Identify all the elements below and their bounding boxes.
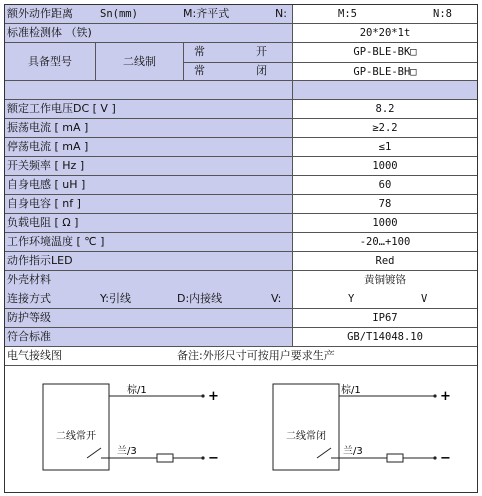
spec-row: [5, 100, 477, 119]
spec-row: [5, 271, 477, 290]
spec-row: [5, 233, 477, 252]
connection-values: [292, 290, 477, 308]
spec-row: [5, 119, 477, 138]
spec-value: 1000: [292, 214, 477, 232]
no-top-wire-label: 棕/1: [127, 385, 147, 396]
sensing-distance-label: 额外动作距离: [7, 7, 73, 20]
protection-label: 防护等级: [7, 311, 51, 324]
internal-wiring-label: D:内接线: [177, 292, 223, 305]
nc-top-wire-label: 棕/1: [341, 385, 361, 396]
spec-label: 自身电感 [ uH ]: [7, 178, 86, 191]
spec-label: 自身电容 [ nf ]: [7, 197, 81, 210]
spec-table: [4, 4, 478, 493]
spec-label: 停荡电流 [ mA ]: [7, 140, 89, 153]
no-minus: −: [208, 451, 219, 466]
wiring-label: 电气接线图: [7, 349, 62, 362]
spec-value: Red: [292, 252, 477, 270]
v-value: V: [421, 293, 428, 305]
m-value: M:5: [338, 8, 357, 20]
spec-label: 额定工作电压DC [ V ]: [7, 102, 116, 115]
spec-label: 动作指示LED: [7, 254, 73, 267]
no-plus: +: [208, 389, 219, 404]
spec-value: ≥2.2: [292, 119, 477, 137]
sensor-box-nc: [273, 384, 339, 470]
row-model: [5, 43, 477, 81]
sn-label: Sn(mm): [100, 8, 138, 20]
no-top-terminal: [201, 394, 204, 397]
row-blank: [5, 81, 477, 100]
row-wiring-header: [5, 347, 477, 366]
target-value: 20*20*1t: [292, 24, 477, 42]
spec-row: [5, 214, 477, 233]
protection-value: IP67: [292, 309, 477, 327]
nc-switch: [317, 448, 331, 458]
no-model-value: GP-BLE-BK□: [293, 43, 477, 63]
row-target: [5, 24, 477, 43]
standard-value: GB/T14048.10: [292, 328, 477, 346]
spec-value: 1000: [292, 157, 477, 175]
spec-rows: [5, 100, 477, 290]
nc-char-a: 常: [194, 64, 205, 77]
model-contact-cells: [183, 43, 292, 80]
spec-value: ≤1: [292, 138, 477, 156]
spec-label: 外壳材料: [7, 273, 51, 286]
sensor-box-nc-label: 二线常闭: [286, 431, 326, 442]
row-sensing-distance: [5, 5, 477, 24]
spec-row: [5, 252, 477, 271]
y-value: Y: [348, 293, 355, 305]
spec-label: 开关频率 [ Hz ]: [7, 159, 85, 172]
no-char-a: 常: [194, 45, 205, 58]
spec-row: [5, 157, 477, 176]
spec-row: [5, 176, 477, 195]
sensor-box-no: [43, 384, 109, 470]
no-contact-cell: [184, 43, 292, 63]
nc-top-terminal: [433, 394, 436, 397]
diagram-normally-open: [43, 383, 219, 470]
spec-label: 振荡电流 [ mA ]: [7, 121, 89, 134]
n-label: N:: [275, 7, 287, 20]
spec-row: [5, 195, 477, 214]
nc-plus: +: [440, 389, 451, 404]
no-bottom-wire-label: 兰/3: [117, 446, 137, 457]
no-bottom-terminal: [201, 456, 204, 459]
n-value: N:8: [433, 8, 452, 20]
spec-label: 工作环境温度 [ ℃ ]: [7, 235, 105, 248]
spec-value: 60: [292, 176, 477, 194]
model-label: 具备型号: [28, 55, 72, 68]
nc-load-resistor: [387, 454, 403, 462]
spec-value: 8.2: [292, 100, 477, 118]
sensor-box-no-label: 二线常开: [56, 431, 96, 442]
standard-label: 符合标准: [7, 330, 51, 343]
no-char-b: 开: [256, 45, 267, 58]
nc-minus: −: [440, 451, 451, 466]
target-label: 标准检测体 （铁): [7, 26, 92, 39]
row-standard: [5, 328, 477, 347]
blank-cell: [292, 81, 477, 99]
model-values: [292, 43, 477, 80]
flush-label: M:齐平式: [183, 7, 230, 20]
spec-value: 78: [292, 195, 477, 213]
spec-row: [5, 138, 477, 157]
nc-char-b: 闭: [256, 64, 267, 77]
wiring-note: 备注:外形尺寸可按用户要求生产: [177, 349, 335, 362]
lead-label: Y:引线: [100, 292, 131, 305]
sensing-distance-values: [292, 5, 477, 23]
model-type: 二线制: [95, 43, 183, 80]
diagram-normally-closed: [273, 383, 451, 470]
no-load-resistor: [157, 454, 173, 462]
nc-bottom-terminal: [433, 456, 436, 459]
row-connection: [5, 290, 477, 309]
spec-value: -20…+100: [292, 233, 477, 251]
no-switch: [87, 448, 101, 458]
nc-bottom-wire-label: 兰/3: [343, 446, 363, 457]
nc-model-value: GP-BLE-BH□: [353, 66, 417, 78]
v-label: V:: [271, 292, 282, 305]
wiring-diagram: [5, 366, 477, 492]
connection-label: 连接方式: [7, 292, 51, 305]
wiring-diagram-svg: [5, 366, 477, 490]
spec-value: 黄铜镀铬: [292, 271, 477, 290]
spec-label: 负载电阻 [ Ω ]: [7, 216, 79, 229]
nc-contact-cell: [184, 62, 292, 81]
row-protection: [5, 309, 477, 328]
